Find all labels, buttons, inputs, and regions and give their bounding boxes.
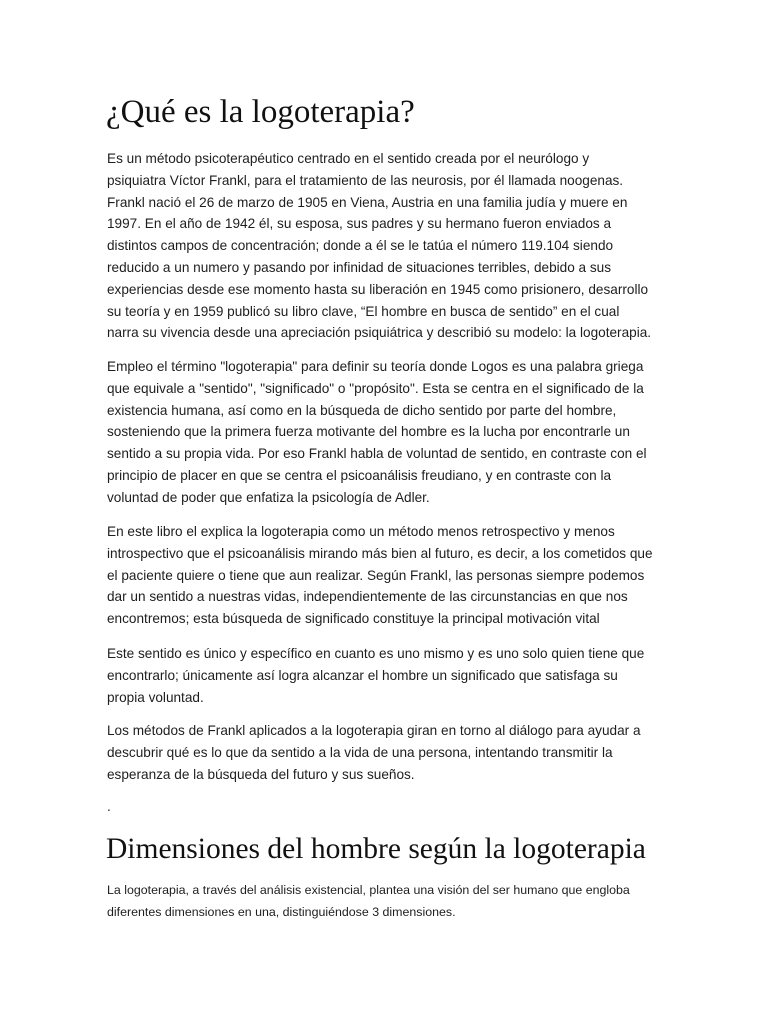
- paragraph-2: [107, 356, 667, 509]
- text-line: dar un sentido a nuestras vidas, independientemente de las circunstancias en que nos: [107, 589, 628, 605]
- paragraph-1: [107, 148, 667, 344]
- text-line: Los métodos de Frankl aplicados a la logoterapia giran en torno al diálogo para ayudar a: [107, 723, 641, 738]
- text-line: existencia humana, así como en la búsqueda de dicho sentido por parte del hombre,: [107, 402, 617, 418]
- text-line: La logoterapia, a través del análisis existencial, plantea una visión del ser humano que engloba: [107, 883, 630, 897]
- text-line: En este libro el explica la logoterapia como un método menos retrospectivo y menos: [107, 524, 615, 539]
- section-2-title: Dimensiones del hombre según la logoterapia: [106, 833, 646, 865]
- section-title: ¿Qué es la logoterapia?: [106, 94, 415, 130]
- paragraph-6: [107, 880, 667, 923]
- text-line: experiencias desde ese momento hasta su liberación en 1945 como prisionero, desarrollo: [107, 281, 649, 297]
- text-line: sentido a su propia vida. Por eso Frankl habla de voluntad de sentido, en contraste con el: [107, 446, 647, 462]
- text-line: 1997. En el año de 1942 él, su esposa, sus padres y su hermano fueron enviados a: [107, 216, 612, 232]
- text-line: voluntad de poder que enfatiza la psicología de Adler.: [107, 489, 430, 505]
- text-line: reducido a un numero y pasando por infinidad de situaciones terribles, debido a sus: [107, 259, 612, 275]
- text-line: principio de placer en que se centra el psicoanálisis freudiano, y en contraste con la: [107, 467, 612, 483]
- paragraph-3: [107, 521, 667, 630]
- text-line: diferentes dimensiones en una, distinguiéndose 3 dimensiones.: [107, 904, 456, 919]
- text-line: Frankl nació el 26 de marzo de 1905 en Viena, Austria en una familia judía y muere en: [107, 194, 628, 210]
- separator-dot: .: [107, 799, 111, 814]
- text-line: su teoría y en 1959 publicó su libro clave, “El hombre en busca de sentido” en el cual: [107, 303, 620, 319]
- text-line: esperanza de la búsqueda del futuro y sus sueños.: [107, 766, 415, 782]
- text-line: introspectivo que el psicoanálisis mirando más bien al futuro, es decir, a los cometidos que: [107, 545, 653, 561]
- text-line: Empleo el término "logoterapia" para definir su teoría donde Logos es una palabra griega: [107, 359, 644, 374]
- text-line: psiquiatra Víctor Frankl, para el tratamiento de las neurosis, por él llamada noogenas.: [107, 172, 624, 188]
- text-line: que equivale a "sentido", "significado" o "propósito". Esta se centra en el significado de la: [107, 380, 644, 396]
- text-line: Es un método psicoterapéutico centrado en el sentido creada por el neurólogo y: [107, 151, 590, 166]
- text-line: encontrarlo; únicamente así logra alcanzar el hombre un significado que satisfaga su: [107, 667, 618, 683]
- text-line: sosteniendo que la primera fuerza motivante del hombre es la lucha por encontrarle un: [107, 424, 630, 440]
- paragraph-4: [107, 643, 667, 708]
- text-line: Este sentido es único y específico en cuanto es uno mismo y es uno solo quien tiene que: [107, 646, 645, 661]
- text-line: encontremos; esta búsqueda de significado constituye la principal motivación vital: [107, 611, 600, 627]
- text-line: distintos campos de concentración; donde a él se le tatúa el número 119.104 siendo: [107, 238, 614, 254]
- text-line: descubrir qué es lo que da sentido a la vida de una persona, intentando transmitir la: [107, 744, 613, 760]
- paragraph-5: [107, 720, 667, 785]
- text-line: propia voluntad.: [107, 689, 204, 705]
- text-line: el paciente quiere o tiene que aun realizar. Según Frankl, las personas siempre podemos: [107, 567, 645, 583]
- text-line: narra su vivencia desde una apreciación psiquiátrica y describió su modelo: la logoterapia.: [107, 325, 652, 341]
